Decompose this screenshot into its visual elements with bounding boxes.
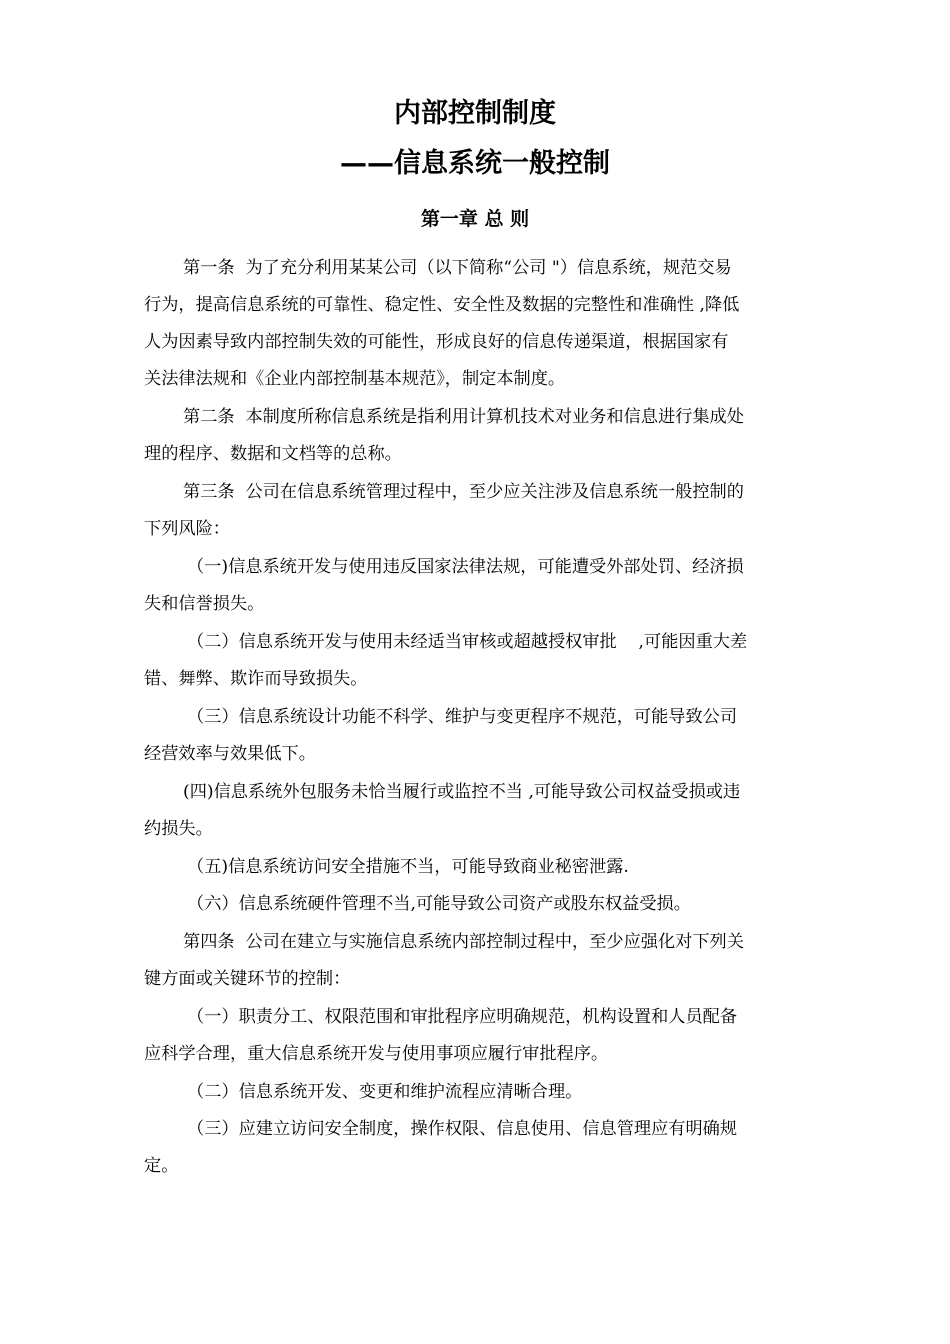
article-3-item-1-line-2: 失和信誉损失。: [144, 594, 265, 614]
article-3-line-1: 第三条 公司在信息系统管理过程中，至少应关注涉及信息系统一般控制的: [183, 482, 744, 502]
article-1-line-4: 关法律法规和《企业内部控制基本规范》，制定本制度。: [144, 369, 566, 389]
article-4-line-1: 第四条 公司在建立与实施信息系统内部控制过程中，至少应强化对下列关: [183, 932, 744, 952]
article-1-line-1: 第一条 为了充分利用某某公司（以下简称“公司 "）信息系统，规范交易: [183, 258, 732, 278]
article-4-item-1-line-1: （一）职责分工、权限范围和审批程序应明确规范，机构设置和人员配备: [187, 1007, 738, 1027]
article-4-item-1-line-2: 应科学合理，重大信息系统开发与使用事项应履行审批程序。: [144, 1044, 609, 1064]
article-3-item-5: （五)信息系统访问安全措施不当，可能导致商业秘密泄露.: [187, 857, 629, 877]
document-title: 内部控制制度: [394, 98, 556, 129]
article-2-line-2: 理的程序、数据和文档等的总称。: [144, 444, 402, 464]
article-3-line-2: 下列风险：: [144, 519, 230, 539]
article-1-line-3: 人为因素导致内部控制失效的可能性，形成良好的信息传递渠道，根据国家有: [144, 332, 729, 352]
article-3-item-4-line-2: 约损失。: [144, 819, 213, 839]
article-2-line-1: 第二条 本制度所称信息系统是指利用计算机技术对业务和信息进行集成处: [183, 407, 744, 427]
article-1-line-2: 行为，提高信息系统的可靠性、稳定性、安全性及数据的完整性和准确性 ,降低: [144, 295, 740, 315]
chapter-heading: 第一章 总 则: [420, 208, 530, 230]
article-4-item-3-line-2: 定。: [144, 1156, 179, 1176]
article-3-item-4-line-1: (四)信息系统外包服务未恰当履行或监控不当 ,可能导致公司权益受损或违: [183, 782, 741, 802]
article-4-item-3-line-1: （三）应建立访问安全制度，操作权限、信息使用、信息管理应有明确规: [187, 1119, 738, 1139]
article-3-item-3-line-2: 经营效率与效果低下。: [144, 744, 316, 764]
article-3-item-2-line-1: （二）信息系统开发与使用未经适当审核或超越授权审批 ,可能因重大差: [187, 632, 748, 652]
article-3-item-6: （六）信息系统硬件管理不当,可能导致公司资产或股东权益受损。: [187, 894, 691, 914]
document-subtitle: ——信息系统一般控制: [340, 148, 610, 179]
article-3-item-3-line-1: （三）信息系统设计功能不科学、维护与变更程序不规范，可能导致公司: [187, 707, 738, 727]
article-3-item-2-line-2: 错、舞弊、欺诈而导致损失。: [144, 669, 368, 689]
article-4-line-2: 键方面或关键环节的控制：: [144, 969, 351, 989]
article-4-item-2: （二）信息系统开发、变更和维护流程应清晰合理。: [187, 1082, 583, 1102]
article-3-item-1-line-1: （一)信息系统开发与使用违反国家法律法规，可能遭受外部处罚、经济损: [187, 557, 744, 577]
